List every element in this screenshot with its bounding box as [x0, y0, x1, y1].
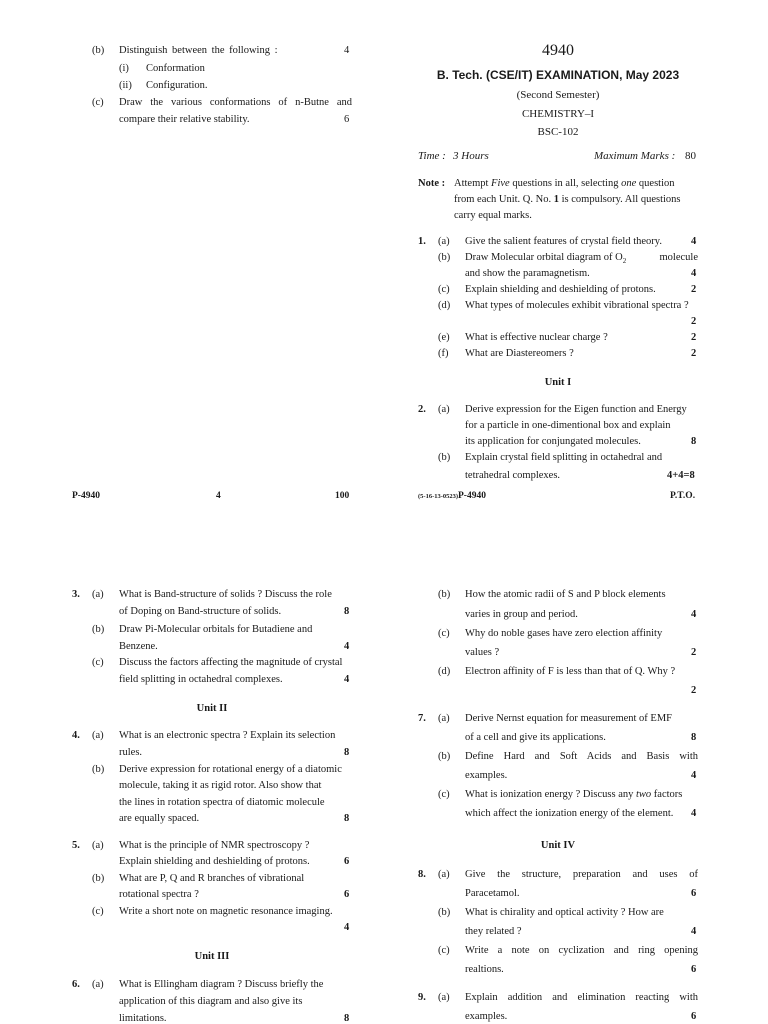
question-text: Give the salient features of crystal field theory. — [465, 236, 662, 247]
marks: 4 — [691, 770, 697, 781]
question-label: (c) — [92, 97, 104, 108]
marks: 8 — [344, 1013, 350, 1024]
marks: 4 — [691, 268, 697, 279]
question-text: Give the structure, preparation and uses of — [465, 869, 698, 880]
question-text: examples. — [465, 1011, 508, 1022]
question-number: 8. — [418, 869, 426, 880]
question-text: How the atomic radii of S and P block elements — [465, 589, 666, 600]
question-text: are equally spaced. — [119, 813, 200, 824]
exam-title: B. Tech. (CSE/IT) EXAMINATION, May 2023 — [436, 68, 680, 82]
marks: 8 — [691, 732, 697, 743]
question-number: 5. — [72, 840, 80, 851]
question-text: they related ? — [465, 926, 522, 937]
question-text: of a cell and give its applications. — [465, 732, 606, 743]
question-text: What is Ellingham diagram ? Discuss briefly the — [119, 979, 324, 990]
question-label: (b) — [92, 873, 105, 884]
question-number: 7. — [418, 713, 426, 724]
sub-label: (i) — [119, 63, 129, 74]
question-text: examples. — [465, 770, 508, 781]
semester: (Second Semester) — [516, 89, 600, 101]
marks: 2 — [691, 647, 697, 658]
question-label: (e) — [438, 332, 450, 343]
course-code: BSC-102 — [537, 126, 579, 138]
marks: 8 — [344, 813, 350, 824]
question-text: limitations. — [119, 1013, 167, 1024]
note-text: questions in all, selecting — [512, 178, 619, 189]
question-text: What are Diastereomers ? — [465, 348, 574, 359]
footer-pto: P.T.O. — [670, 491, 696, 501]
question-text: Explain shielding and deshielding of protons. — [465, 284, 656, 295]
question-text: application of this diagram and also give its — [119, 996, 303, 1007]
marks: 4 — [691, 236, 697, 247]
sub-text: Conformation — [146, 63, 205, 74]
question-text: tetrahedral complexes. — [465, 470, 561, 481]
marks: 8 — [344, 606, 350, 617]
marks: 6 — [691, 888, 697, 899]
question-text: What is effective nuclear charge ? — [465, 332, 608, 343]
question-text: Paracetamol. — [465, 888, 520, 899]
unit-heading: Unit IV — [540, 840, 576, 851]
question-text: its application for conjungated molecules. — [465, 436, 641, 447]
note-emphasis: one — [621, 178, 637, 189]
footer-code: P-4940 — [72, 491, 100, 501]
note-text: from each Unit. Q. No. — [454, 194, 552, 205]
marks: 4 — [344, 641, 350, 652]
question-text: What is the principle of NMR spectroscopy ? — [119, 840, 310, 851]
question-label: (c) — [92, 906, 104, 917]
question-number: 4. — [72, 730, 80, 741]
marks: 2 — [691, 685, 697, 696]
unit-heading: Unit I — [544, 377, 572, 388]
question-number: 3. — [72, 589, 80, 600]
question-label: (b) — [92, 624, 105, 635]
question-text: realtions. — [465, 964, 504, 975]
question-number: 6. — [72, 979, 80, 990]
footer-page: 4 — [216, 491, 221, 501]
paper-number: 4940 — [542, 42, 574, 59]
question-text: Benzene. — [119, 641, 158, 652]
question-number: 9. — [418, 992, 426, 1003]
question-text: molecule, taking it as rigid rotor. Also show that — [119, 780, 322, 791]
note-emphasis: 1 — [553, 194, 559, 205]
question-label: (b) — [438, 252, 451, 263]
question-label: (a) — [438, 992, 450, 1003]
question-text-part: What is ionization energy ? Discuss any — [465, 789, 634, 800]
marks: 4 — [691, 609, 697, 620]
question-text: values ? — [465, 647, 500, 658]
marks: 4 — [691, 926, 697, 937]
note-line-2 — [454, 194, 681, 205]
question-label: (c) — [438, 284, 450, 295]
question-text-part: factors — [653, 789, 683, 800]
marks: 8 — [344, 747, 350, 758]
question-label: (c) — [438, 628, 450, 639]
question-text: What is chirality and optical activity ? How are — [465, 907, 664, 918]
question-text: the lines in rotation spectra of diatomic molecule — [119, 797, 325, 808]
time-label: Time : — [418, 150, 446, 162]
question-label: (b) — [438, 452, 451, 463]
note-text: Attempt — [454, 178, 489, 189]
marks: 2 — [691, 284, 697, 295]
question-text: Write a short note on magnetic resonance imaging. — [119, 906, 333, 917]
question-label: (b) — [92, 45, 105, 56]
question-text: Discuss the factors affecting the magnitude of crystal — [119, 657, 343, 668]
marks: 4 — [691, 808, 697, 819]
marks: 2 — [691, 348, 697, 359]
note-label: Note : — [418, 178, 446, 189]
question-text — [465, 789, 682, 800]
question-text: compare their relative stability. — [119, 114, 250, 125]
question-label: (a) — [92, 730, 104, 741]
question-label: (a) — [92, 589, 104, 600]
question-label: (d) — [438, 666, 451, 677]
question-label: (c) — [92, 657, 104, 668]
question-text: field splitting in octahedral complexes. — [119, 674, 283, 685]
question-text: of Doping on Band-structure of solids. — [119, 606, 282, 617]
question-text: which affect the ionization energy of the element. — [465, 808, 674, 819]
question-label: (b) — [438, 589, 451, 600]
question-label: (f) — [438, 348, 449, 359]
question-text: Write a note on cyclization and ring opening — [465, 945, 698, 956]
question-text — [465, 252, 698, 265]
note-emphasis: Five — [491, 178, 510, 189]
question-text: What types of molecules exhibit vibrational spectra ? — [465, 300, 689, 311]
subscript: 2 — [622, 257, 627, 266]
question-text: Distinguish between the following : — [119, 45, 278, 56]
question-emphasis: two — [635, 789, 652, 800]
question-label: (c) — [438, 945, 450, 956]
question-text: rotational spectra ? — [119, 889, 199, 900]
note-text: carry equal marks. — [454, 210, 532, 221]
sub-label: (ii) — [119, 80, 132, 91]
question-label: (a) — [438, 404, 450, 415]
question-text: Explain crystal field splitting in octahedral and — [465, 452, 663, 463]
marks: 2 — [691, 332, 697, 343]
question-label: (a) — [438, 869, 450, 880]
sub-text: Configuration. — [146, 80, 208, 91]
question-text: varies in group and period. — [465, 609, 578, 620]
footer-batch: (5-16-13-0523) — [418, 493, 459, 500]
question-text: Derive expression for the Eigen function and Energy — [465, 404, 687, 415]
question-label: (a) — [438, 713, 450, 724]
question-text: What is Band-structure of solids ? Discuss the role — [119, 589, 332, 600]
question-label: (b) — [438, 907, 451, 918]
question-number: 2. — [418, 404, 426, 415]
question-text: Why do noble gases have zero election affinity — [465, 628, 663, 639]
question-text: for a particle in one-dimentional box and explain — [465, 420, 671, 431]
question-label: (a) — [438, 236, 450, 247]
note-line-1 — [454, 178, 675, 189]
note-text: question — [638, 178, 675, 189]
question-label: (b) — [438, 751, 451, 762]
question-text: and show the paramagnetism. — [465, 268, 590, 279]
question-text: What is an electronic spectra ? Explain its selection — [119, 730, 336, 741]
max-marks-label: Maximum Marks : — [594, 150, 676, 162]
marks: 4+4=8 — [667, 470, 695, 481]
question-text: rules. — [119, 747, 143, 758]
question-label: (a) — [92, 840, 104, 851]
question-text: Draw the various conformations of n-Butne and — [119, 97, 352, 108]
marks: 8 — [691, 436, 697, 447]
marks: 4 — [344, 45, 350, 56]
marks: 6 — [344, 889, 350, 900]
question-text: Electron affinity of F is less than that of Q. Why ? — [465, 666, 676, 677]
question-label: (a) — [92, 979, 104, 990]
time-value: 3 Hours — [453, 150, 489, 162]
subject: CHEMISTRY–I — [521, 108, 595, 120]
question-text: Explain addition and elimination reacting with — [465, 992, 698, 1003]
marks: 4 — [344, 922, 350, 933]
question-label: (c) — [438, 789, 450, 800]
marks: 6 — [344, 114, 350, 125]
max-marks-value: 80 — [685, 150, 696, 162]
marks: 2 — [691, 316, 697, 327]
note-text: is compulsory. All questions — [561, 194, 681, 205]
footer-code: P-4940 — [458, 491, 486, 501]
unit-heading: Unit II — [196, 703, 228, 714]
marks: 4 — [344, 674, 350, 685]
question-text: Define Hard and Soft Acids and Basis with — [465, 751, 698, 762]
question-label: (b) — [92, 764, 105, 775]
footer-count: 100 — [335, 491, 350, 501]
question-text: Derive expression for rotational energy of a diatomic — [119, 764, 342, 775]
question-text: What are P, Q and R branches of vibrational — [119, 873, 305, 884]
unit-heading: Unit III — [194, 951, 230, 962]
marks: 6 — [691, 1011, 697, 1022]
question-number: 1. — [418, 236, 426, 247]
question-text-part: molecule — [659, 252, 698, 263]
question-text: Explain shielding and deshielding of protons. — [119, 856, 310, 867]
question-text: Derive Nernst equation for measurement of EMF — [465, 713, 673, 724]
question-text: Draw Pi-Molecular orbitals for Butadiene and — [119, 624, 313, 635]
question-text-part: Draw Molecular orbital diagram of O — [465, 252, 623, 263]
marks: 6 — [691, 964, 697, 975]
marks: 6 — [344, 856, 350, 867]
question-label: (d) — [438, 300, 451, 311]
